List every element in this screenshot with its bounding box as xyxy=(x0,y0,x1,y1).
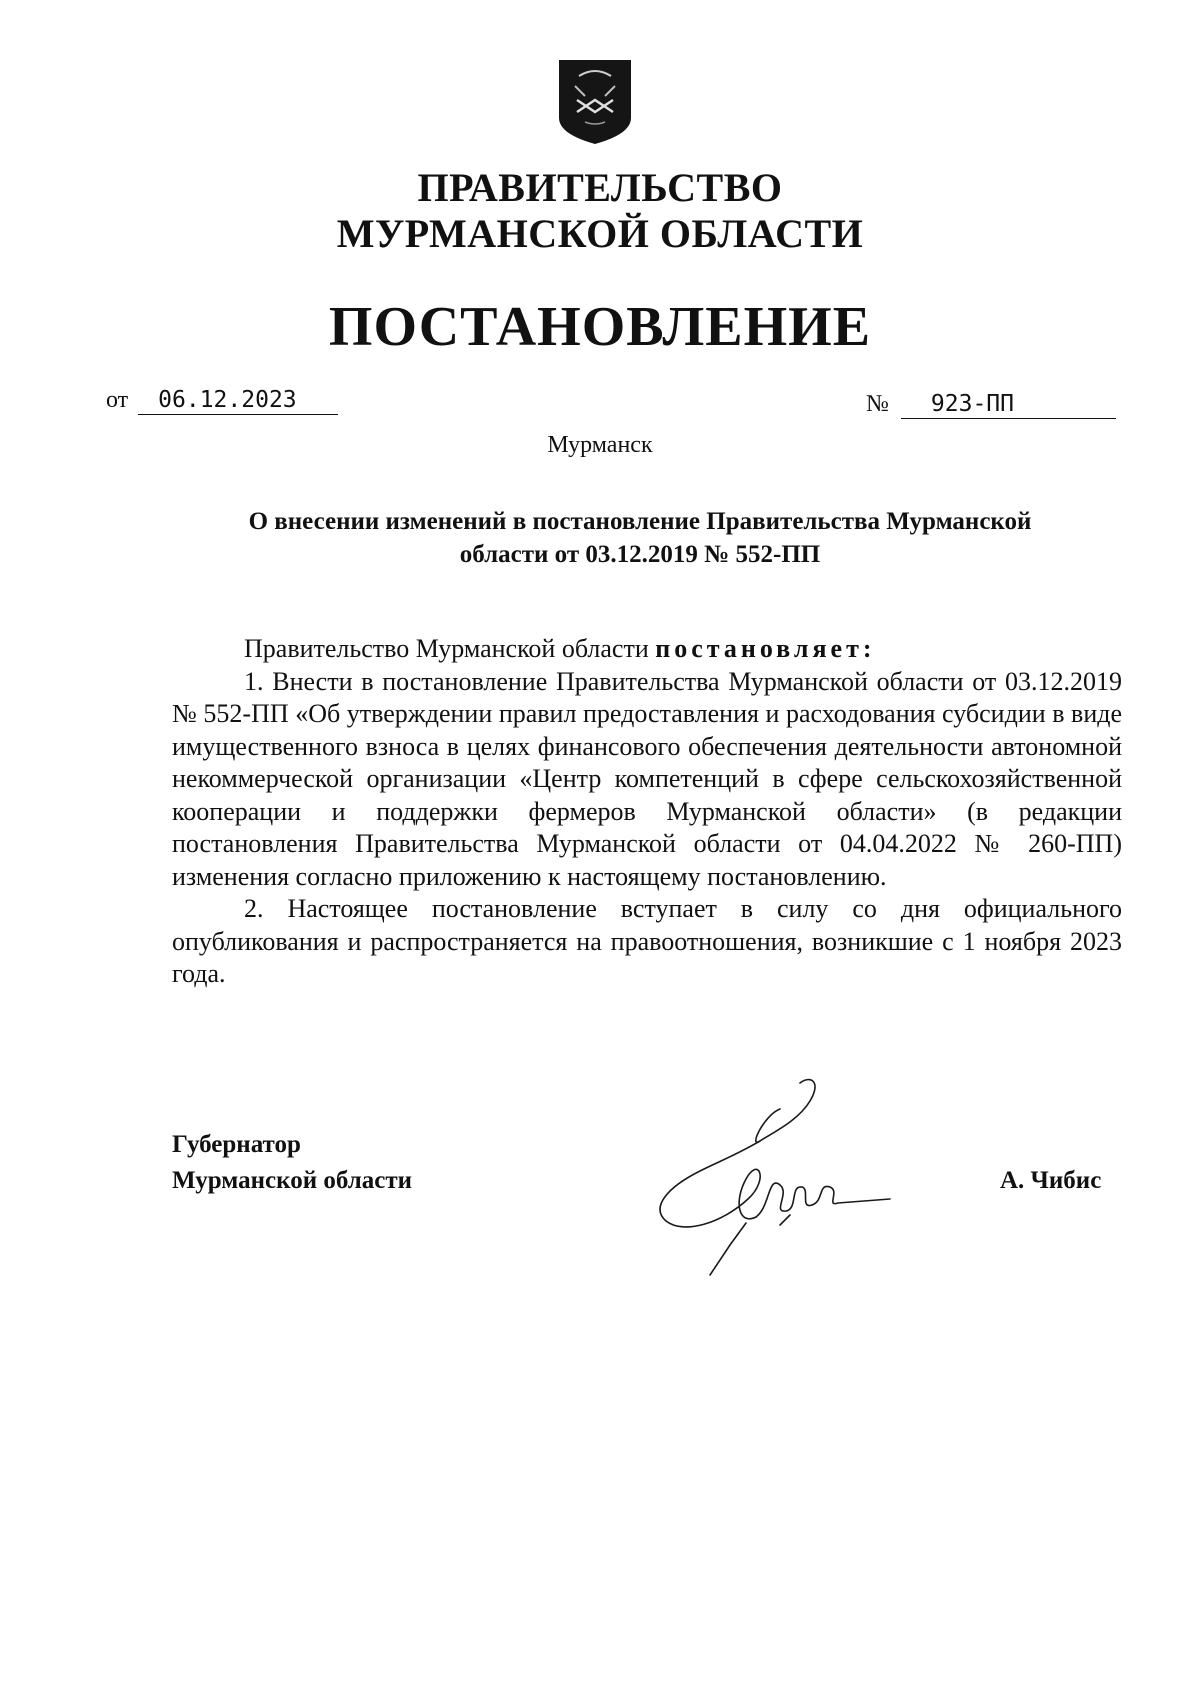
handwritten-signature xyxy=(640,1075,910,1295)
government-title-line2: МУРМАНСКОЙ ОБЛАСТИ xyxy=(336,211,864,256)
document-subject xyxy=(160,505,1120,571)
intro-paragraph xyxy=(172,633,1122,666)
signatory-position xyxy=(172,1127,412,1199)
coat-of-arms-emblem xyxy=(555,56,635,146)
item-2: 2. Настоящее постановление вступает в силу со дня официального опубликования и распространяется на правоотношения, возникшие с 1 ноября 2023 года. xyxy=(172,894,1122,988)
date-row xyxy=(106,386,338,415)
position-line1: Губернатор xyxy=(172,1131,301,1158)
signatory-name: А. Чибис xyxy=(1000,1167,1102,1194)
government-title-line1: ПРАВИТЕЛЬСТВО xyxy=(417,165,783,210)
position-line2: Мурманской области xyxy=(172,1167,413,1194)
subject-line1: О внесении изменений в постановление Правительства Мурманской xyxy=(248,508,1032,535)
intro-text: Правительство Мурманской области xyxy=(244,634,649,663)
intro-verb: постановляет: xyxy=(655,634,876,663)
city-name: Мурманск xyxy=(547,432,653,458)
number-prefix: № xyxy=(866,391,889,417)
date-prefix: от xyxy=(106,387,129,413)
item-1: 1. Внести в постановление Правительства Мурманской области от 03.12.2019 № 552-ПП «Об утверждении правил предоставления и расходования субсидии в виде имущественного взноса в целях финансового обеспечения деятельности автономной некоммерческой организации «Центр компетенций в сфере сельскохозяйственной кооперации и поддержки фермеров Мурманской области» (в редакции постановления Правительства Мурманской области от 04.04.2022 № 260-ПП) изменения согласно приложению к настоящему постановлению. xyxy=(172,666,1122,891)
document-number: 923-ПП xyxy=(901,390,1116,419)
document-body xyxy=(172,633,1122,991)
subject-line2: области от 03.12.2019 № 552-ПП xyxy=(459,541,821,568)
document-type-title: ПОСТАНОВЛЕНИЕ xyxy=(328,296,872,358)
document-date: 06.12.2023 xyxy=(138,386,338,415)
number-row xyxy=(866,390,1116,419)
